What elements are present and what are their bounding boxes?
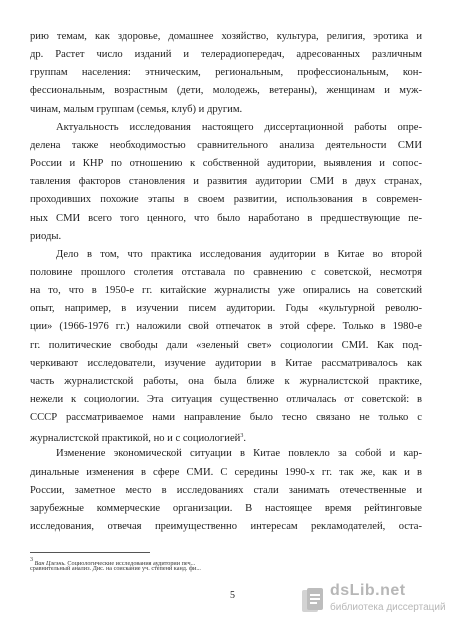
text-line: чинам, малым группам (семья, клуб) и другим. — [30, 103, 243, 115]
footnote-line-2: сравнительный анализ. Дис. на соискание уч. степени канд. фи... — [30, 565, 201, 572]
text-line: журналистской практикой, но и с социологией$^3$. — [30, 433, 246, 445]
text-line: др. Растет число изданий и телерадиопередач, адресованных различным — [30, 49, 422, 61]
footnote-mark: 3 — [30, 557, 33, 563]
watermark-tagline: библиотека диссертаций — [330, 602, 446, 613]
text-line: ции» (1966-1976 гг.) наложили свой отпечаток в этой сфере. Только в 1980-е — [30, 321, 422, 333]
text-line: Дело в том, что практика исследования аудитории в Китае во второй — [56, 248, 422, 260]
text-line: России, заметное место в исследованиях стали занимать отечественные и — [30, 484, 422, 496]
page-number: 5 — [230, 590, 235, 601]
text-line: фессиональным, возрастным (дети, молодежь, ветераны), женщинам и муж- — [30, 85, 422, 97]
text-line: Актуальность исследования настоящего диссертационной работы опре- — [56, 121, 422, 133]
text-line: рию темам, как здоровье, домашнее хозяйство, культура, религия, эротика и — [30, 31, 422, 42]
text-line: риоды. — [30, 230, 62, 242]
text-line: Изменение экономической ситуации в Китае повлекло за собой и кар- — [56, 448, 422, 460]
text-line: часть журналистской работы, она была ближе к журналистской практике, — [30, 375, 422, 387]
text-line: гг. политические свободы дали «зеленый свет» социологии СМИ. Как под- — [30, 339, 422, 351]
text-line: проходивших похожие этапы в своем развитии, использования в современ- — [30, 194, 422, 206]
text-line: половине прошлого столетия отставала по сравнению с советской, несмотря — [30, 266, 422, 278]
text-line: СССР рассматриваемое нами направление было тесно связано не только с — [30, 412, 422, 424]
text-line-content: журналистской практикой, но и с социологией — [30, 433, 241, 445]
text-line: России и КНР по отношению к собственной аудитории, выявления и сопос- — [30, 158, 422, 169]
text-line: на то, что в 1950-е гг. китайские журналисты уже опирались на советский — [30, 285, 422, 297]
text-line: опыт, например, в изучении писем аудитории. Годы «культурной револю- — [30, 303, 422, 315]
text-line: нежели к социологии. Эта ситуация существенно отличалась от советской: в — [30, 394, 422, 405]
watermark-name: dsLib.net — [330, 582, 406, 599]
dslib-logo-icon — [300, 586, 326, 616]
text-line: зарубежные коммерческие организации. В настоящее время рейтинговые — [30, 502, 422, 514]
text-line: ных СМИ всего того ценного, что было наработано в предшествующие пе- — [30, 212, 422, 224]
text-line: группам населения: этническим, региональным, профессиональным, кон- — [30, 67, 422, 79]
text-line: исследования, отвечая преимущественно интересам рекламодателей, оста- — [30, 521, 422, 532]
text-line: тавления факторов становления и развития аудитории СМИ в двух странах, — [30, 176, 422, 188]
footnote-author: Ван Цзеэнь. — [34, 560, 66, 567]
footnote-ref[interactable]: 3 — [240, 433, 244, 440]
text-line: динальные изменения в сфере СМИ. С середины 1990-х гг. так же, как и в — [30, 466, 422, 478]
footnote-text: Социологические исследования аудитории печ... — [67, 560, 196, 567]
text-line: делена также необходимостью сравнительного анализа деятельности СМИ — [30, 139, 422, 151]
footnote-rule — [30, 552, 150, 553]
text-line: черкивают исследователи, изучение аудитории в Китае рассматривалось как — [30, 357, 422, 369]
